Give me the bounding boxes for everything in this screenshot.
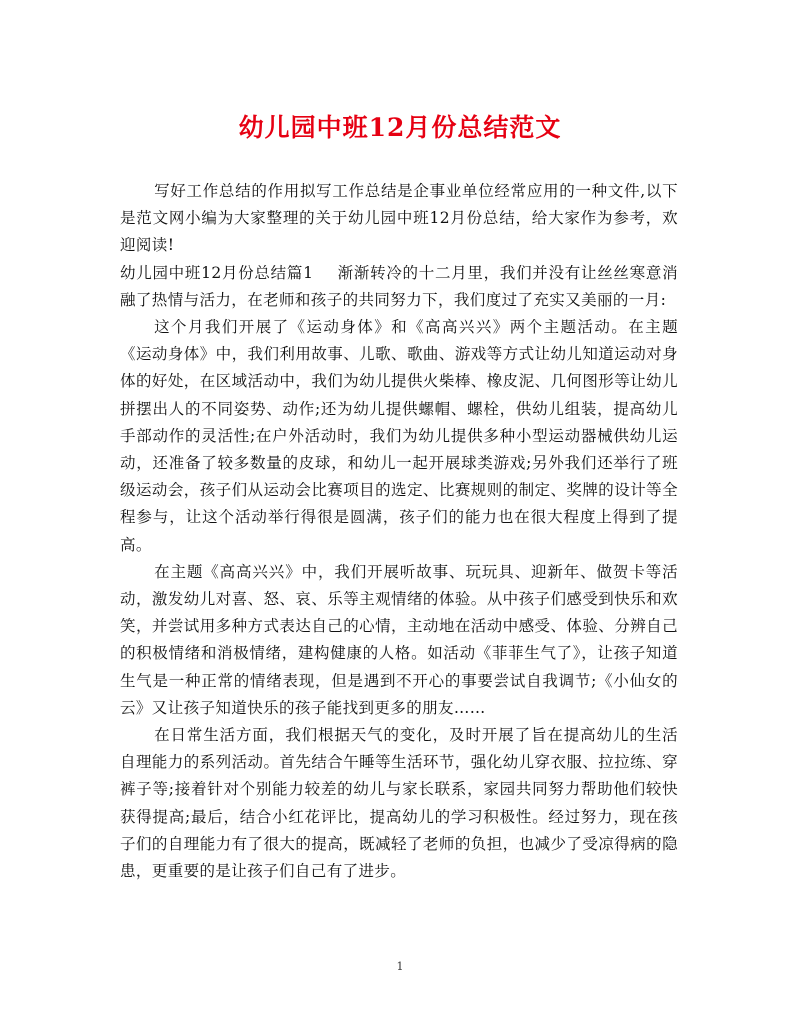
body-paragraph-1: 这个月我们开展了《运动身体》和《高高兴兴》两个主题活动。在主题《运动身体》中，我们利用故事、儿歌、歌曲、游戏等方式让幼儿知道运动对身体的好处，在区域活动中，我们为幼儿提供火柴棒、橡皮泥、几何图形等让幼儿拼摆出人的不同姿势、动作;还为幼儿提供螺帽、螺栓，供幼儿组装，提高幼儿手部动作的灵活性;在户外活动时，我们为幼儿提供多种小型运动器械供幼儿运动，还准备了较多数量的皮球，和幼儿一起开展球类游戏;另外我们还举行了班级运动会，孩子们从运动会比赛项目的选定、比赛规则的制定、奖牌的设计等全程参与，让这个活动举行得很是圆满，孩子们的能力也在很大程度上得到了提高。 — [120, 318, 678, 554]
section-heading: 幼儿园中班12月份总结篇1 — [120, 263, 314, 282]
document-body — [120, 178, 678, 885]
page-number: 1 — [396, 960, 404, 973]
body-paragraph-2: 在主题《高高兴兴》中，我们开展听故事、玩玩具、迎新年、做贺卡等活动，激发幼儿对喜、怒、哀、乐等主观情绪的体验。从中孩子们感受到快乐和欢笑，并尝试用多种方式表达自己的心情，主动地在活动中感受、体验、分辨自己的积极情绪和消极情绪，建构健康的人格。如活动《菲菲生气了》，让孩子知道生气是一种正常的情绪表现，但是遇到不开心的事要尝试自我调节;《小仙女的云》又让孩子知道快乐的孩子能找到更多的朋友…… — [120, 562, 678, 717]
intro-paragraph: 写好工作总结的作用拟写工作总结是企事业单位经常应用的一种文件,以下是范文网小编为大家整理的关于幼儿园中班12月份总结，给大家作为参考，欢迎阅读! — [120, 182, 678, 255]
document-title: 幼儿园中班12月份总结范文 — [238, 113, 562, 142]
body-paragraph-3: 在日常生活方面，我们根据天气的变化，及时开展了旨在提高幼儿的生活自理能力的系列活动。首先结合午睡等生活环节，强化幼儿穿衣服、拉拉练、穿裤子等;接着针对个别能力较差的幼儿与家长联系，家园共同努力帮助他们较快获得提高;最后，结合小红花评比，提高幼儿的学习积极性。经过努力，现在孩子们的自理能力有了很大的提高，既减轻了老师的负担，也减少了受凉得病的隐患，更重要的是让孩子们自己有了进步。 — [120, 726, 678, 881]
section-lead-text: 渐渐转冷的十二月里，我们并没有让丝丝寒意消融了热情与活力，在老师和孩子的共同努力下，我们度过了充实又美丽的一月: — [120, 263, 678, 309]
section-paragraph — [120, 260, 678, 314]
